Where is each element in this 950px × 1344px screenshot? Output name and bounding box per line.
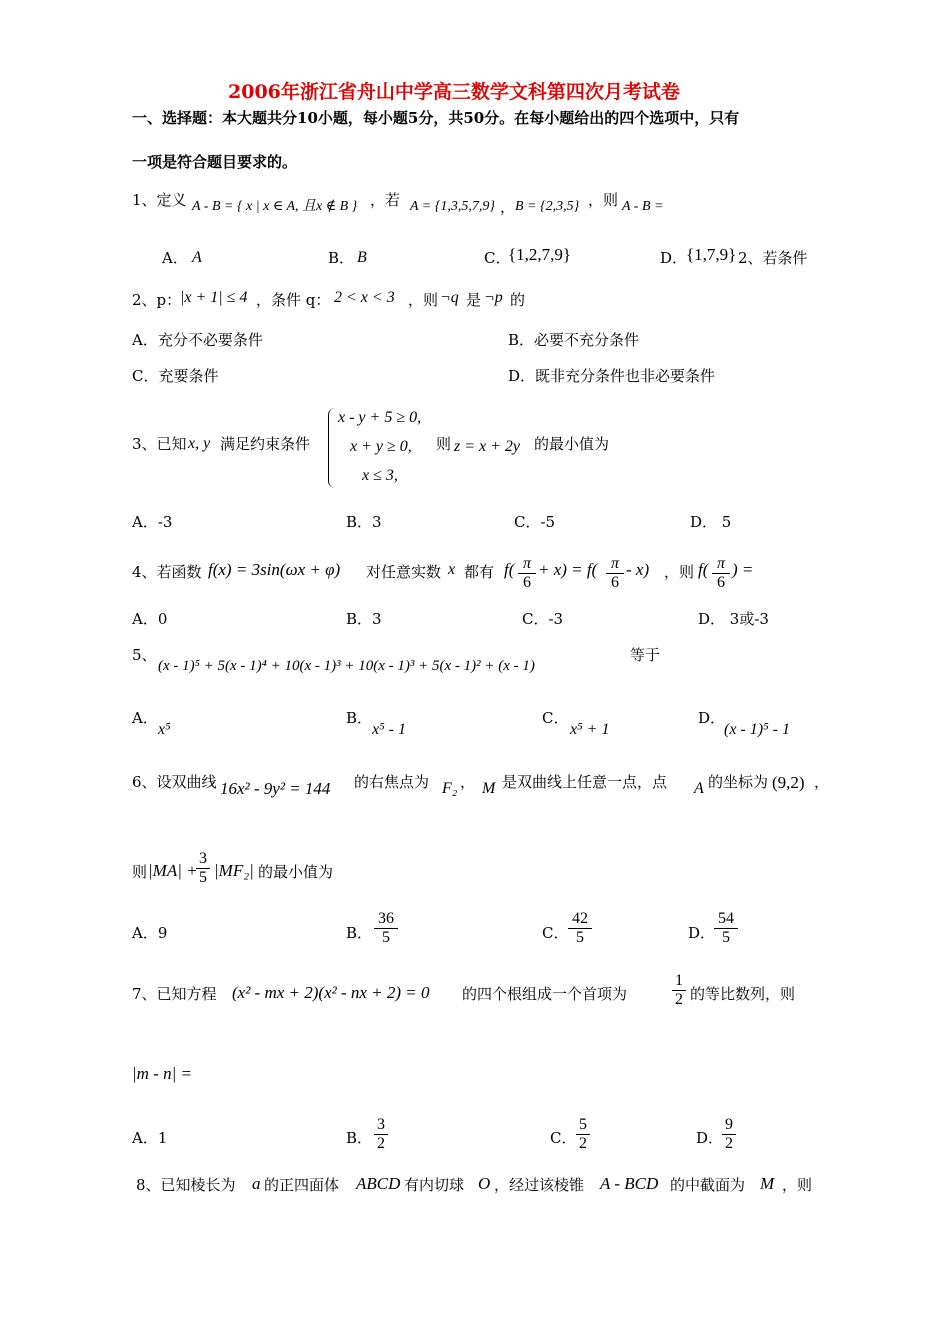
q5-option-d-value: (x - 1)⁵ - 1: [724, 721, 790, 738]
q7-equation: (x² - mx + 2)(x² - nx + 2) = 0: [232, 983, 430, 1002]
q6-option-a: A．9: [132, 924, 168, 942]
q3-option-b: B．3: [346, 513, 382, 531]
q5-expression: (x - 1)⁵ + 5(x - 1)⁴ + 10(x - 1)³ + 10(x - 1)³ + 5(x - 1)² + (x - 1): [158, 658, 535, 674]
q4-prefix: 4、若函数: [132, 563, 202, 581]
q6-option-c-label: C．: [542, 924, 569, 942]
q2-option-c: C．充要条件: [132, 367, 219, 385]
q4-fraction-2-den: 6: [611, 574, 619, 591]
q8-section-m: M: [760, 1174, 775, 1193]
q7-option-d-num: 9: [722, 1116, 736, 1135]
q6-option-b-den: 5: [382, 929, 390, 946]
q7-fraction-half: [672, 972, 686, 1009]
q7-fraction-num: 1: [672, 972, 686, 991]
q2-condition-q: 2 < x < 3: [334, 289, 395, 306]
q5-option-c-label: C．: [542, 709, 569, 727]
q5-option-a-value: x⁵: [158, 721, 171, 738]
q7-option-b-label: B．: [346, 1129, 373, 1147]
q8-pyramid: A - BCD: [600, 1174, 659, 1193]
q3-constraint-3: x ≤ 3,: [362, 467, 398, 484]
q6-mid2: 是双曲线上任意一点，点: [502, 773, 668, 791]
q2-is: 是: [466, 291, 482, 309]
q6-line2-prefix: 则: [132, 863, 148, 881]
q6-focus: F₂: [442, 780, 458, 797]
q4-fraction-3: [712, 555, 730, 592]
q6-option-c-num: 42: [568, 910, 592, 929]
q4-eq-left: f(: [504, 560, 515, 579]
q6-point-m: M: [482, 780, 496, 797]
q7-ask: |m - n| =: [132, 1064, 193, 1083]
q7-fraction-den: 2: [675, 991, 683, 1008]
q4-has: 都有: [464, 563, 495, 581]
q6-option-b-label: B．: [346, 924, 373, 942]
q5-ask: 等于: [630, 646, 661, 664]
q6-mid1: 的右焦点为: [354, 773, 430, 791]
q4-mid: 对任意实数: [366, 563, 442, 581]
q7-option-d-fraction: [722, 1116, 736, 1153]
q8-mid1: 的正四面体: [264, 1176, 340, 1194]
q4-eq-right: - x): [626, 560, 650, 579]
section-instructions-line1: 一、选择题：本大题共分10小题，每小题5分，共50分。在每小题给出的四个选项中，只有: [132, 109, 740, 127]
q7-option-c-fraction: [576, 1116, 590, 1153]
q2-condition-p: |x + 1| ≤ 4: [180, 289, 248, 306]
q1-if: ，若: [370, 191, 401, 209]
q1-option-c-value: {1,2,7,9}: [508, 245, 572, 264]
q4-option-c: C．-3: [522, 610, 564, 628]
q1-ask: A - B =: [622, 199, 664, 214]
q3-constraint-1: x - y + 5 ≥ 0,: [338, 409, 422, 426]
q3-then: 则: [436, 435, 452, 453]
q7-end: 的等比数列，则: [690, 985, 796, 1003]
q2-prefix: 2、p：: [132, 291, 182, 309]
q4-ask-left: f(: [698, 560, 709, 579]
q8-mid3: ，经过该棱锥: [494, 1176, 585, 1194]
q4-option-a: A．0: [132, 610, 168, 628]
q8-abcd: ABCD: [356, 1174, 401, 1193]
q8-mid4: 的中截面为: [670, 1176, 746, 1194]
q8-mid2: 有内切球: [404, 1176, 465, 1194]
q6-fraction-num: 3: [196, 850, 210, 869]
q4-fraction-3-den: 6: [717, 574, 725, 591]
q7-option-b-den: 2: [377, 1135, 385, 1152]
q6-hyperbola: 16x² - 9y² = 144: [220, 779, 331, 798]
q6-mid3: 的坐标为: [708, 773, 769, 791]
q5-option-b-value: x⁵ - 1: [372, 721, 406, 738]
q6-option-d-fraction: [714, 910, 738, 947]
q6-option-b-fraction: [374, 910, 398, 947]
q8-center-o: O: [478, 1174, 491, 1193]
q1-definition: A - B = { x | x ∈ A, 且x ∉ B }: [192, 199, 358, 214]
q2-de: 的: [510, 291, 526, 309]
q6-option-c-den: 5: [576, 929, 584, 946]
q5-option-b-label: B．: [346, 709, 373, 727]
q4-fraction-1-num: π: [518, 555, 536, 574]
q7-option-c-den: 2: [579, 1135, 587, 1152]
q5-option-d-label: D．: [698, 709, 726, 727]
q2-not-q: ¬q: [440, 289, 459, 306]
q1-then: ，则: [588, 191, 619, 209]
q1-trailing-text: 2、若条件: [738, 249, 808, 267]
q2-mid: ，条件 q：: [256, 291, 331, 309]
q6-mf2: |MF₂|: [214, 861, 254, 880]
q7-option-b-num: 3: [374, 1116, 388, 1135]
q2-option-a: A．充分不必要条件: [132, 331, 263, 349]
q4-then: ，则: [664, 563, 695, 581]
q7-prefix: 7、已知方程: [132, 985, 217, 1003]
q1-option-b-label: B．: [328, 249, 355, 267]
q7-option-b-fraction: [374, 1116, 388, 1153]
q6-sep: ，: [460, 773, 476, 791]
q5-prefix: 5、: [132, 646, 157, 664]
q3-mid: 满足约束条件: [220, 435, 311, 453]
q7-option-d-den: 2: [725, 1135, 733, 1152]
q6-coordinates: (9,2): [772, 773, 805, 792]
q2-then: ，则: [408, 291, 439, 309]
q4-eq-middle: + x) = f(: [538, 560, 598, 579]
q6-fraction-3-5: [196, 850, 210, 887]
q5-option-c-value: x⁵ + 1: [570, 721, 610, 738]
q4-fraction-1-den: 6: [523, 574, 531, 591]
q1-option-d-value: {1,7,9}: [686, 245, 737, 264]
q6-option-d-den: 5: [722, 929, 730, 946]
q1-set-a: A = {1,3,5,7,9}: [410, 199, 495, 214]
q1-option-b-value: B: [357, 249, 367, 266]
q1-option-d-label: D．: [660, 249, 688, 267]
q4-option-b: B．3: [346, 610, 382, 628]
q3-option-d: D． 5: [690, 513, 732, 531]
q3-option-c: C．-5: [514, 513, 556, 531]
q7-mid: 的四个根组成一个首项为: [462, 985, 628, 1003]
q8-edge-a: a: [252, 1174, 261, 1193]
q4-fraction-1: [518, 555, 536, 592]
q1-option-a-label: A．: [162, 249, 188, 267]
q6-option-d-label: D．: [688, 924, 716, 942]
q6-fraction-den: 5: [199, 869, 207, 886]
q8-end: ，则: [782, 1176, 813, 1194]
q7-option-a: A．1: [132, 1129, 168, 1147]
q2-not-p: ¬p: [484, 289, 503, 306]
q4-function: f(x) = 3sin(ωx + φ): [208, 560, 341, 579]
q4-option-d: D． 3或-3: [698, 610, 769, 628]
q4-fraction-2: [606, 555, 624, 592]
q3-objective: z = x + 2y: [454, 438, 521, 455]
q6-ma: |MA| +: [148, 861, 198, 880]
q1-prefix: 1、定义: [132, 191, 187, 209]
q2-option-b: B．必要不充分条件: [508, 331, 640, 349]
q4-ask-right: ) =: [732, 560, 754, 579]
q3-option-a: A．-3: [132, 513, 173, 531]
q4-fraction-2-num: π: [606, 555, 624, 574]
q6-option-b-num: 36: [374, 910, 398, 929]
section-instructions-line2: 一项是符合题目要求的。: [132, 153, 298, 171]
q7-option-c-label: C．: [550, 1129, 577, 1147]
q6-prefix: 6、设双曲线: [132, 773, 217, 791]
q3-constraint-2: x + y ≥ 0,: [350, 438, 412, 455]
q6-point-a: A: [694, 780, 704, 797]
q3-vars: x, y: [188, 435, 211, 452]
q4-x: x: [448, 561, 456, 578]
q7-option-d-label: D．: [696, 1129, 724, 1147]
q3-prefix: 3、已知: [132, 435, 187, 453]
q6-option-c-fraction: [568, 910, 592, 947]
q1-option-a-value: A: [192, 249, 202, 266]
q1-comma: ，: [500, 198, 516, 216]
q4-fraction-3-num: π: [712, 555, 730, 574]
q1-set-b: B = {2,3,5}: [515, 199, 580, 214]
q3-system-brace: [328, 408, 335, 488]
q5-option-a-label: A．: [132, 709, 158, 727]
page-title: 2006年浙江省舟山中学高三数学文科第四次月考试卷: [228, 81, 680, 103]
q6-end: ，: [814, 773, 830, 791]
q6-ask: 的最小值为: [258, 863, 334, 881]
q7-option-c-num: 5: [576, 1116, 590, 1135]
q1-option-c-label: C．: [484, 249, 511, 267]
q2-option-d: D．既非充分条件也非必要条件: [508, 367, 716, 385]
q8-prefix: 8、已知棱长为: [136, 1176, 236, 1194]
q3-ask: 的最小值为: [534, 435, 610, 453]
q6-option-d-num: 54: [714, 910, 738, 929]
